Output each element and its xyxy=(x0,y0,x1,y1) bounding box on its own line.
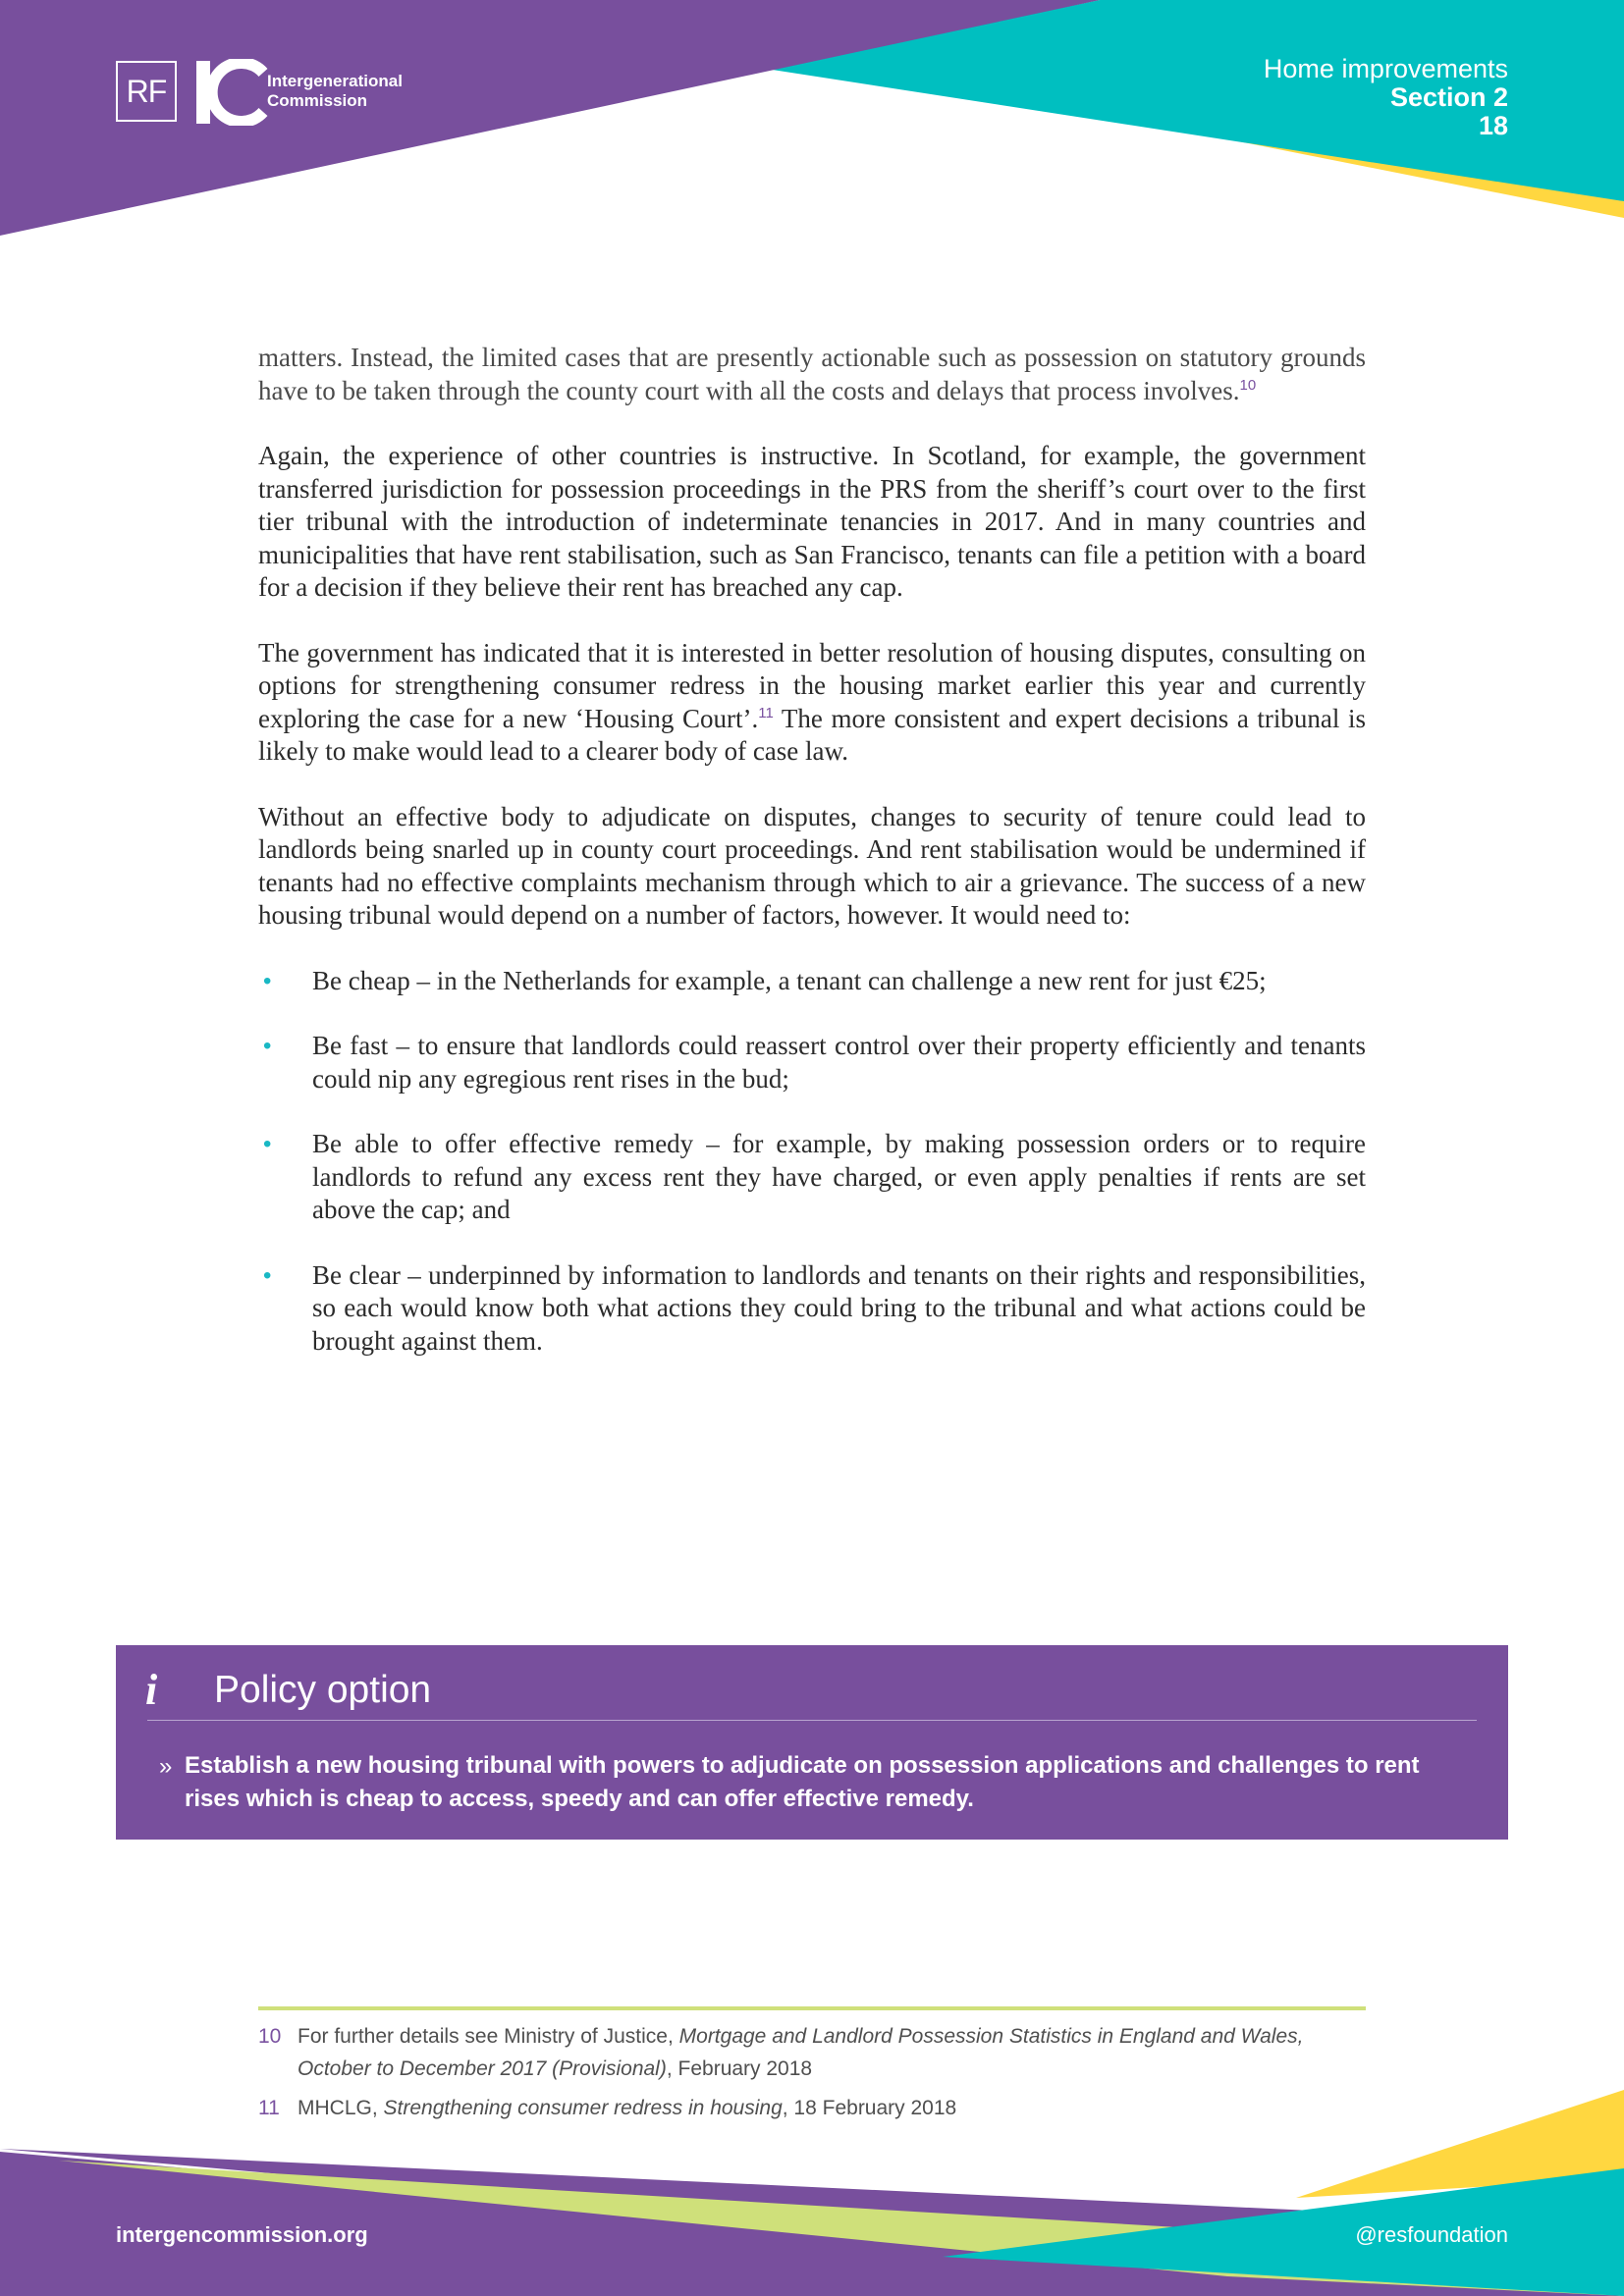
paragraph-3-text-b: The more consistent and expert decisions a tribunal is likely to make would lead to a clearer body of case law. xyxy=(258,703,1366,766)
logo-line-1: Intergenerational xyxy=(267,72,403,90)
paragraph-1-text: matters. Instead, the limited cases that are presently actionable such as possession on statutory grounds have to be taken through the county court with all the costs and delays that process involves. xyxy=(258,343,1366,405)
policy-title: Policy option xyxy=(214,1669,432,1711)
website-link[interactable]: intergencommission.org xyxy=(116,2222,368,2247)
main-body xyxy=(258,342,1366,1390)
list-item-text: Be able to offer effective remedy – for example, by making possession orders or to require landlords to refund any excess rent they have charged, or even apply penalties if rents are set above the cap; and xyxy=(312,1129,1366,1224)
footnote-number: 10 xyxy=(258,2025,282,2048)
footnote-ref-10[interactable]: 10 xyxy=(1239,376,1257,394)
policy-divider xyxy=(147,1720,1477,1721)
requirements-list xyxy=(258,965,1366,1359)
report-title: Home improvements xyxy=(1263,54,1508,83)
bullet-icon: • xyxy=(263,1261,272,1289)
rf-logo: RF xyxy=(116,61,177,122)
list-item-text: Be clear – underpinned by information to landlords and tenants on their rights and responsibilities, so each would know both what actions they could bring to the tribunal and what actions could be brought against them. xyxy=(312,1259,1366,1356)
list-item-text: Be fast – to ensure that landlords could reassert control over their property efficiently and tenants could nip any egregious rent rises in the bud; xyxy=(312,1031,1366,1094)
paragraph-3-text-a: The government has indicated that it is interested in better resolution of housing disputes, consulting on options for strengthening consumer redress in the housing market earlier this year and currently exploring the case for a new ‘Housing Court’. xyxy=(258,637,1366,733)
paragraph-1 xyxy=(258,342,1366,407)
twitter-handle[interactable]: @resfoundation xyxy=(1355,2222,1508,2247)
footnote-10 xyxy=(258,2020,1366,2085)
section-label: Section 2 xyxy=(1389,82,1508,112)
commission-logo-text xyxy=(267,72,403,111)
footnote-title: Strengthening consumer redress in housing xyxy=(383,2097,783,2119)
policy-option-box xyxy=(116,1645,1508,1840)
footnote-title: Mortgage and Landlord Possession Statistics in England and Wales, October to December 2017 (Provisional) xyxy=(298,2025,1304,2080)
list-item-text: Be cheap – in the Netherlands for example, a tenant can challenge a new rent for just €25; xyxy=(312,965,1267,995)
chevron-icon: » xyxy=(159,1753,173,1780)
list-item xyxy=(258,1030,1366,1095)
footnote-divider xyxy=(258,2006,1366,2010)
footnote-text-a: MHCLG, xyxy=(298,2097,384,2119)
list-item xyxy=(258,1128,1366,1227)
list-item xyxy=(258,1259,1366,1359)
policy-text: Establish a new housing tribunal with powers to adjudicate on possession applications and challenges to rent rises which is cheap to access, speedy and can offer effective remedy. xyxy=(185,1752,1420,1812)
footer-banner xyxy=(0,2090,1624,2296)
bullet-icon: • xyxy=(263,1131,272,1157)
bullet-icon: • xyxy=(263,1033,272,1059)
page-number: 18 xyxy=(1478,111,1508,140)
bullet-icon: • xyxy=(263,967,272,994)
footnote-number: 11 xyxy=(258,2097,280,2119)
info-icon: i xyxy=(145,1666,158,1714)
footnote-ref-11[interactable]: 11 xyxy=(758,704,774,721)
paragraph-4: Without an effective body to adjudicate on disputes, changes to security of tenure could lead to landlords being snarled up in county court proceedings. And rent stabilisation would be undermined if tenants had no effective complaints mechanism through which to air a grievance. The success of a new housing tribunal would depend on a number of factors, however. It would need to: xyxy=(258,801,1366,930)
running-header xyxy=(1264,55,1508,140)
footnote-text-b: , 18 February 2018 xyxy=(782,2097,957,2119)
paragraph-3 xyxy=(258,637,1366,769)
footnote-text-a: For further details see Ministry of Justice, xyxy=(298,2025,679,2048)
paragraph-2: Again, the experience of other countries is instructive. In Scotland, for example, the government transferred jurisdiction for possession proceedings in the PRS from the sheriff’s court over to the first tier tribunal with the introduction of indeterminate tenancies in 2017. And in many countries and municipalities that have rent stabilisation, such as San Francisco, tenants can file a petition with a board for a decision if they believe their rent has breached any cap. xyxy=(258,441,1366,602)
logo-line-2: Commission xyxy=(267,91,368,110)
footnote-text-b: , February 2018 xyxy=(666,2057,813,2080)
list-item xyxy=(258,965,1366,998)
